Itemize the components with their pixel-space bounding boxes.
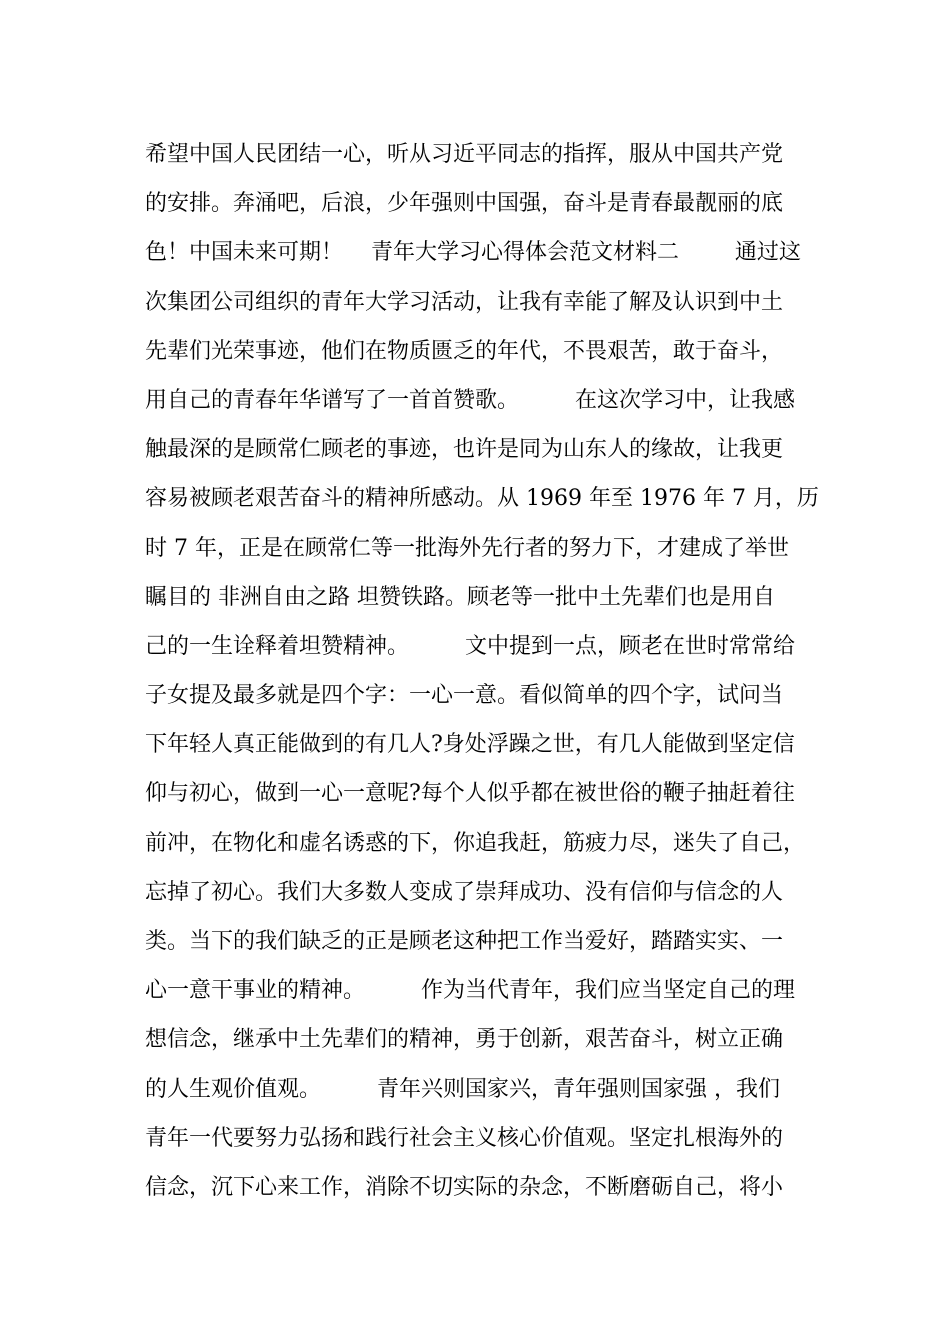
text-line: 类。当下的我们缺乏的正是顾老这种把工作当爱好，踏踏实实、一 [145, 929, 784, 954]
text-line: 子女提及最多就是四个字：一心一意。看似简单的四个字，试问当 [145, 683, 784, 709]
text-line: 忘掉了初心。我们大多数人变成了崇拜成功、没有信仰与信念的人 [145, 879, 784, 905]
text-line: 己的一生诠释着坦赞精神。 文中提到一点，顾老在世时常常给 [145, 633, 795, 659]
text-line: 心一意干事业的精神。 作为当代青年，我们应当坚定自己的理 [145, 978, 795, 1004]
text-line: 色！中国未来可期！ 青年大学习心得体会范文材料二 通过这 [145, 240, 801, 266]
text-line: 前冲，在物化和虚名诱惑的下，你追我赶，筋疲力尽，迷失了自己， [145, 830, 806, 856]
text-line: 青年一代要努力弘扬和践行社会主义核心价值观。坚定扎根海外的 [145, 1125, 784, 1151]
text-line: 次集团公司组织的青年大学习活动，让我有幸能了解及认识到中土 [145, 289, 784, 315]
text-line: 触最深的是顾常仁顾老的事迹，也许是同为山东人的缘故，让我更 [145, 437, 784, 463]
body-text [145, 130, 825, 1212]
text-line: 时 7 年，正是在顾常仁等一批海外先行者的努力下，才建成了举世 [145, 535, 789, 561]
text-line: 信念，沉下心来工作，消除不切实际的杂念，不断磨砺自己，将小 [145, 1174, 784, 1200]
text-line: 瞩目的 非洲自由之路 坦赞铁路。顾老等一批中土先辈们也是用自 [145, 584, 775, 610]
text-line: 的人生观价值观。 青年兴则国家兴，青年强则国家强 ，我们 [145, 1076, 780, 1102]
text-line: 仰与初心，做到一心一意呢?每个人似乎都在被世俗的鞭子抽赶着往 [145, 781, 795, 807]
text-line: 想信念，继承中土先辈们的精神，勇于创新，艰苦奋斗，树立正确 [145, 1027, 784, 1053]
text-line: 的安排。奔涌吧，后浪，少年强则中国强，奋斗是青春最靓丽的底 [145, 191, 784, 217]
text-line: 容易被顾老艰苦奋斗的精神所感动。从 1969 年至 1976 年 7 月，历 [145, 486, 819, 512]
text-line: 用自己的青春年华谱写了一首首赞歌。 在这次学习中，让我感 [145, 387, 795, 413]
text-line: 希望中国人民团结一心，听从习近平同志的指挥，服从中国共产党 [145, 142, 784, 167]
text-line: 下年轻人真正能做到的有几人?身处浮躁之世，有几人能做到坚定信 [145, 732, 795, 758]
text-line: 先辈们光荣事迹，他们在物质匮乏的年代，不畏艰苦，敢于奋斗， [145, 338, 784, 364]
